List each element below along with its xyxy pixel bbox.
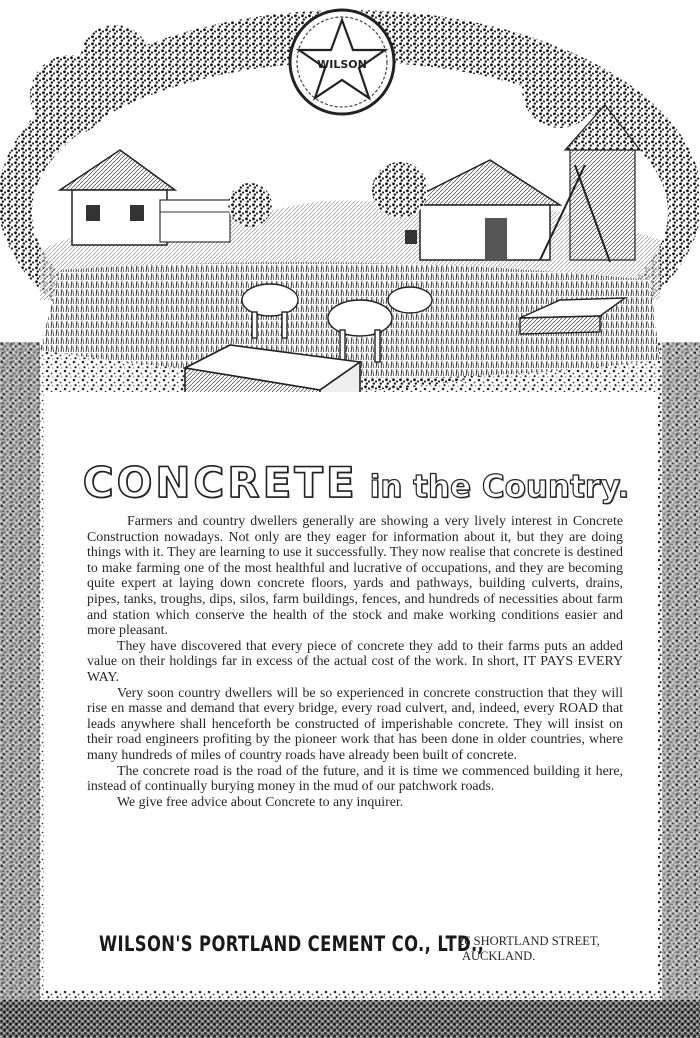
company-name: WILSON'S PORTLAND CEMENT CO., LTD., <box>99 932 485 956</box>
paragraph-future: The concrete road is the road of the future, and it is time we commenced building it here, instead of continually burying money in the mud of our patchwork roads. <box>87 763 623 795</box>
paragraph-intro: Farmers and country dwellers generally are showing a very lively interest in Concrete Construction nowadays. Not only are they eager for information about it, but they are doing things with it. They are learning to use it successfully. They now realise that concrete is destined to make farming one of the most healthful and lucrative of occupations, and they are becoming quite expert at laying down concrete floors, yards and pathways, building culverts, drains, pipes, tanks, troughs, dips, silos, farm buildings, fences, and hundreds of necessities about farm and station which conserve the health of the stock and make working conditions easier and more pleasant. <box>87 514 623 639</box>
star-emblem <box>290 10 394 114</box>
company-address <box>458 934 628 964</box>
farm-illustration <box>0 0 700 440</box>
headline-rest: in the Country. <box>369 469 630 505</box>
paragraph-roads: Very soon country dwellers will be so experienced in concrete construction that they will rise en masse and demand that every bridge, every road culvert, and, indeed, every ROAD that leads anywhere shall henceforth be constructed of imperishable concrete. They will insist on their road engineers profiting by the pioneer work that has been done in older countries, where many hundreds of miles of country roads have already been built of concrete. <box>87 685 623 763</box>
address-city: AUCKLAND. <box>462 949 536 963</box>
headline-main: CONCRETE <box>82 458 358 507</box>
paragraph-value: They have discovered that every piece of concrete they add to their farms puts an added value on their holdings far in excess of the actual cost of the work. In short, IT PAYS EVERY WAY. <box>87 638 623 685</box>
body-copy <box>87 514 623 810</box>
emblem-text: WILSON <box>317 58 367 71</box>
headline <box>82 458 630 508</box>
paragraph-advice: We give free advice about Concrete to any inquirer. <box>117 794 404 810</box>
address-street: 26 SHORTLAND STREET, <box>458 934 600 948</box>
